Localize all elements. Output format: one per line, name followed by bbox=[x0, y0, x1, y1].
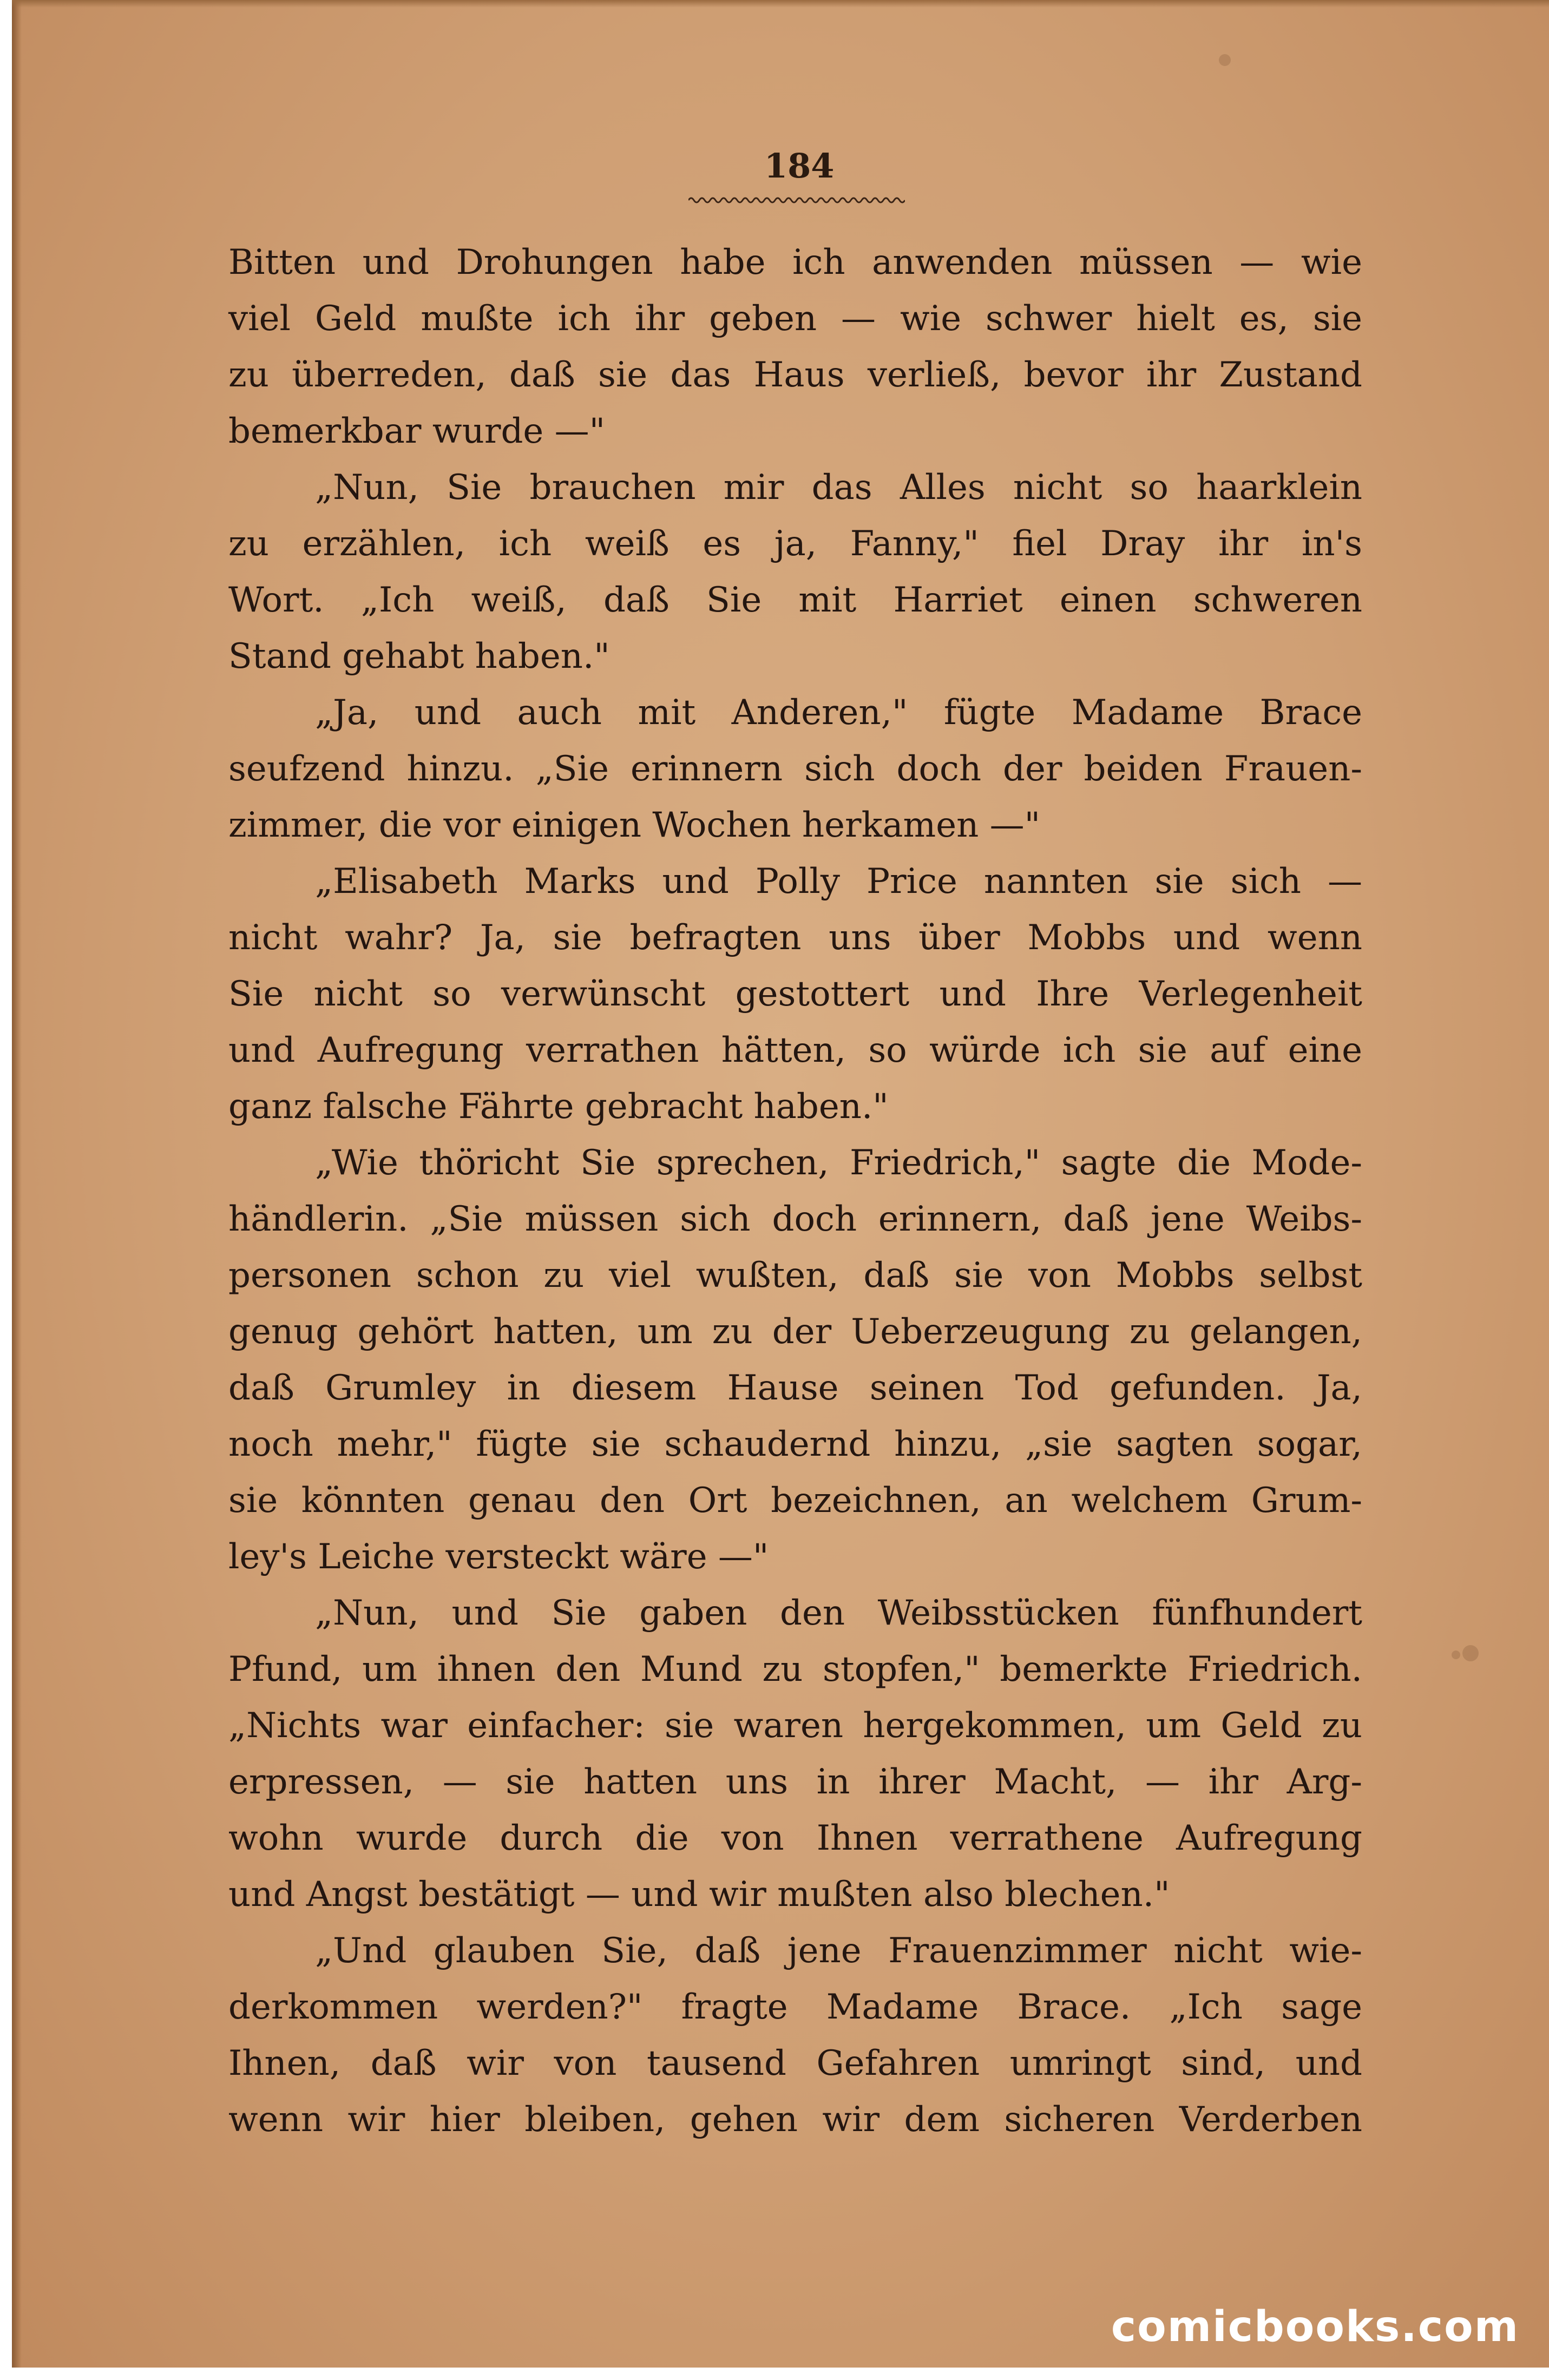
text-line: ley's Leiche versteckt wäre —" bbox=[228, 1537, 769, 1577]
text-line: ganz falsche Fährte gebracht haben." bbox=[228, 1087, 889, 1127]
text-line: daß Grumley in diesem Hause seinen Tod gefunden. Ja, bbox=[228, 1368, 1362, 1408]
text-line: händlerin. „Sie müssen sich doch erinnern, daß jene Weibs- bbox=[228, 1199, 1362, 1239]
page-number: 184 bbox=[764, 146, 835, 186]
text-line: und Angst bestätigt — und wir mußten also blechen." bbox=[228, 1875, 1170, 1915]
text-line: und Aufregung verrathen hätten, so würde ich sie auf eine bbox=[228, 1030, 1362, 1070]
text-line: Stand gehabt haben." bbox=[228, 636, 610, 676]
text-line: personen schon zu viel wußten, daß sie von Mobbs selbst bbox=[228, 1255, 1362, 1296]
paper-stain bbox=[1462, 1645, 1479, 1661]
text-line: „Wie thöricht Sie sprechen, Friedrich," sagte die Mode- bbox=[315, 1143, 1362, 1183]
text-line: Bitten und Drohungen habe ich anwenden müssen — wie bbox=[228, 242, 1362, 282]
text-line: bemerkbar wurde —" bbox=[228, 411, 606, 451]
page-edge-top bbox=[12, 0, 1549, 8]
text-line: erpressen, — sie hatten uns in ihrer Macht, — ihr Arg- bbox=[228, 1762, 1362, 1802]
text-line: wohn wurde durch die von Ihnen verrathene Aufregung bbox=[228, 1818, 1362, 1858]
body-text bbox=[228, 235, 1362, 2162]
text-line: sie könnten genau den Ort bezeichnen, an welchem Grum- bbox=[228, 1481, 1362, 1521]
text-line: genug gehört hatten, um zu der Ueberzeugung zu gelangen, bbox=[228, 1312, 1362, 1352]
text-line: Wort. „Ich weiß, daß Sie mit Harriet einen schweren bbox=[228, 580, 1362, 620]
paper-stain bbox=[1452, 1651, 1460, 1659]
text-line: „Nun, und Sie gaben den Weibsstücken fünfhundert bbox=[315, 1593, 1362, 1633]
text-line: noch mehr," fügte sie schaudernd hinzu, „sie sagten sogar, bbox=[228, 1424, 1362, 1464]
text-line: Sie nicht so verwünscht gestottert und Ihre Verlegenheit bbox=[228, 974, 1362, 1014]
text-line: zu erzählen, ich weiß es ja, Fanny," fiel Dray ihr in's bbox=[228, 524, 1362, 564]
text-line: Pfund, um ihnen den Mund zu stopfen," bemerkte Friedrich. bbox=[228, 1649, 1362, 1689]
text-line: zu überreden, daß sie das Haus verließ, bevor ihr Zustand bbox=[228, 355, 1362, 395]
book-page bbox=[12, 0, 1549, 2368]
text-line: seufzend hinzu. „Sie erinnern sich doch der beiden Frauen- bbox=[228, 749, 1362, 789]
text-line: „Nun, Sie brauchen mir das Alles nicht so haarklein bbox=[315, 468, 1362, 508]
watermark-text: comicbooks.com bbox=[1111, 2303, 1519, 2351]
text-line: „Elisabeth Marks und Polly Price nannten sie sich — bbox=[315, 862, 1362, 902]
text-line: „Und glauben Sie, daß jene Frauenzimmer nicht wie- bbox=[315, 1931, 1362, 1971]
text-line: „Ja, und auch mit Anderen," fügte Madame Brace bbox=[315, 693, 1362, 733]
text-line: Ihnen, daß wir von tausend Gefahren umringt sind, und bbox=[228, 2043, 1362, 2083]
text-line: nicht wahr? Ja, sie befragten uns über Mobbs und wenn bbox=[228, 918, 1362, 958]
text-line: viel Geld mußte ich ihr geben — wie schwer hielt es, sie bbox=[228, 299, 1362, 339]
text-line: „Nichts war einfacher: sie waren hergekommen, um Geld zu bbox=[228, 1706, 1362, 1746]
ornament-rule bbox=[688, 192, 905, 208]
text-line: wenn wir hier bleiben, gehen wir dem sicheren Verderben bbox=[228, 2100, 1362, 2140]
paper-stain bbox=[1219, 54, 1231, 66]
page-edge-left bbox=[12, 0, 22, 2368]
text-line: zimmer, die vor einigen Wochen herkamen —" bbox=[228, 805, 1041, 845]
text-line: derkommen werden?" fragte Madame Brace. „Ich sage bbox=[228, 1987, 1362, 2027]
